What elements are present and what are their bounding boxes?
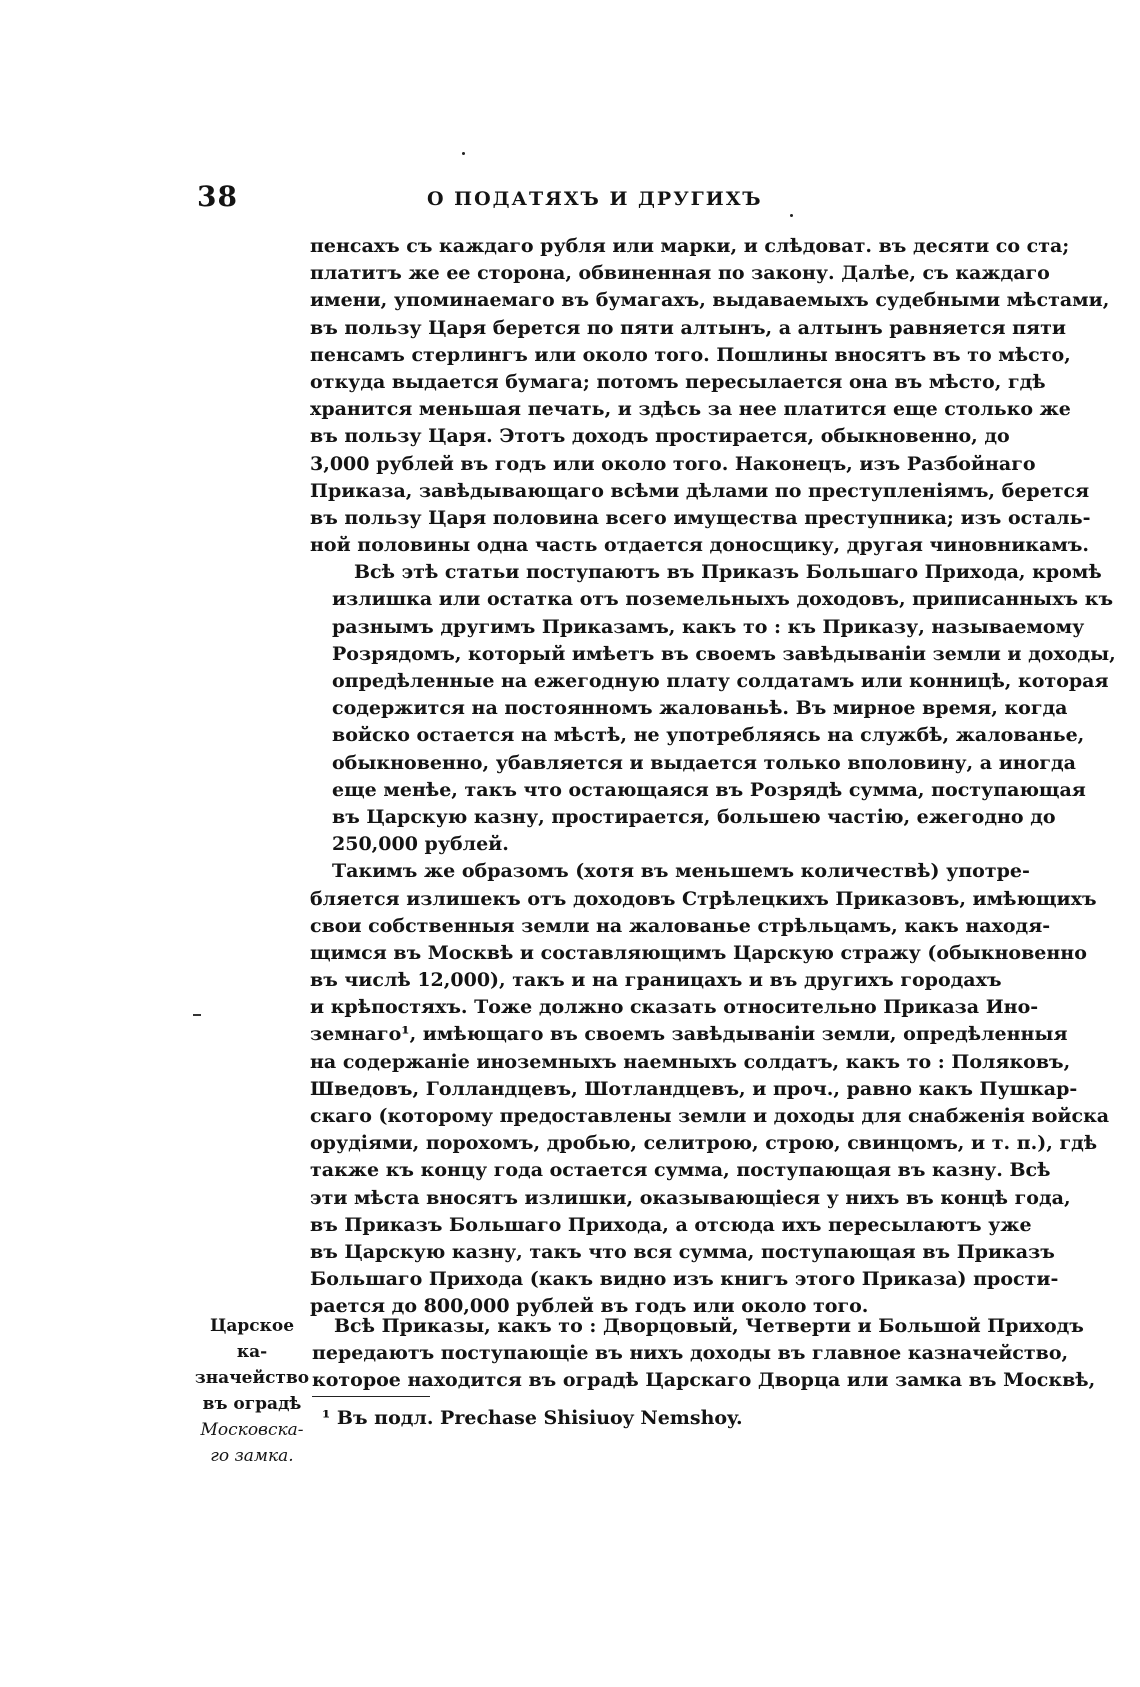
margin-note-line: Московска-	[200, 1420, 304, 1440]
text-line: Всѣ Приказы, какъ то : Дворцовый, Четверти и Большой Приходъ	[334, 1315, 1084, 1337]
text-line: ной половины одна часть отдается доносщику, другая чиновникамъ.	[310, 534, 1090, 557]
text-line: обыкновенно, убавляется и выдается только вполовину, а иногда	[332, 751, 1076, 774]
text-line: 3,000 рублей въ годъ или около того. Наконецъ, изъ Разбойнаго	[310, 452, 1036, 475]
text-line: эти мѣста вносятъ излишки, оказывающіеся у нихъ въ концѣ года,	[310, 1186, 1071, 1209]
text-line: хранится меньшая печать, и здѣсь за нее платится еще столько же	[310, 398, 1071, 421]
text-line: имени, упоминаемаго въ бумагахъ, выдаваемыхъ судебными мѣстами,	[310, 289, 1110, 312]
text-line: въ числѣ 12,000), такъ и на границахъ и въ другихъ городахъ	[310, 969, 1002, 992]
text-line: Шведовъ, Голландцевъ, Шотландцевъ, и проч., равно какъ Пушкар-	[310, 1077, 1078, 1100]
text-line: скаго (которому предоставлены земли и доходы для снабженія войска	[310, 1105, 1110, 1127]
text-line: Большаго Прихода (какъ видно изъ книгъ этого Приказа) прости-	[310, 1268, 1059, 1291]
margin-dash	[193, 1014, 201, 1016]
text-line: орудіями, порохомъ, дробью, селитрою, строю, свинцомъ, и т. п.), гдѣ	[310, 1132, 1098, 1155]
margin-note-line: значейство	[194, 1368, 310, 1388]
text-line: въ Царскую казну, такъ что вся сумма, поступающая въ Приказъ	[310, 1240, 1055, 1263]
footnote-rule	[312, 1396, 430, 1397]
footnote: ¹ Въ подл. Prechase Shisiuoy Nemshoy.	[322, 1407, 743, 1429]
text-line: въ пользу Царя. Этотъ доходъ простирается, обыкновенно, до	[310, 425, 1010, 448]
text-line: Всѣ этѣ статьи поступаютъ въ Приказъ Большаго Прихода, кромѣ	[354, 561, 1102, 584]
margin-note-line: въ оградѣ	[202, 1394, 302, 1414]
text-line: 250,000 рублей.	[332, 833, 509, 856]
text-line: щимся въ Москвѣ и составляющимъ Царскую стражу (обыкновенно	[310, 941, 1087, 964]
paragraph-1	[310, 233, 1110, 559]
text-line: на содержаніе иноземныхъ наемныхъ солдатъ, какъ то : Поляковъ,	[310, 1050, 1071, 1073]
text-line: въ Приказъ Большаго Прихода, а отсюда ихъ пересылаютъ уже	[310, 1213, 1032, 1236]
text-line: излишка или остатка отъ поземельныхъ доходовъ, приписанныхъ къ	[332, 588, 1114, 611]
text-line: передаютъ поступающіе въ нихъ доходы въ главное казначейство,	[312, 1342, 1069, 1365]
text-line: еще менѣе, такъ что остающаяся въ Розрядѣ сумма, поступающая	[332, 778, 1086, 801]
text-line: которое находится въ оградѣ Царскаго Дворца или замка въ Москвѣ,	[312, 1369, 1096, 1392]
margin-note-line: Царское ка-	[209, 1316, 295, 1362]
text-line: въ Царскую казну, простирается, большею частію, ежегодно до	[332, 805, 1056, 828]
text-line: Розрядомъ, который имѣетъ въ своемъ завѣдываніи земли и доходы,	[332, 642, 1116, 665]
text-line: Такимъ же образомъ (хотя въ меньшемъ количествѣ) употре-	[332, 860, 1030, 883]
text-line: содержится на постоянномъ жалованьѣ. Въ мирное время, когда	[332, 697, 1068, 720]
text-line: платитъ же ее сторона, обвиненная по закону. Далѣе, съ каждаго	[310, 262, 1050, 285]
text-line: рается до 800,000 рублей въ годъ или около того.	[310, 1295, 869, 1318]
text-line: также къ концу года остается сумма, поступающая въ казну. Всѣ	[310, 1159, 1051, 1182]
main-text	[310, 233, 1116, 1321]
text-line: Приказа, завѣдывающаго всѣми дѣлами по преступленіямъ, берется	[310, 479, 1090, 502]
text-line: и крѣпостяхъ. Тоже должно сказать относительно Приказа Ино-	[310, 996, 1039, 1019]
text-line: опредѣленные на ежегодную плату солдатамъ или конницѣ, которая	[332, 670, 1109, 692]
text-line: въ пользу Царя половина всего имущества преступника; изъ осталь-	[310, 506, 1091, 529]
page-header	[197, 180, 997, 220]
text-line: въ пользу Царя берется по пяти алтынъ, а алтынъ равняется пяти	[310, 316, 1066, 339]
paragraph-4	[312, 1313, 1096, 1395]
text-line: войско остается на мѣстѣ, не употребляясь на службѣ, жалованье,	[332, 724, 1085, 747]
text-line: пенсахъ съ каждаго рубля или марки, и слѣдоват. въ десяти со ста;	[310, 235, 1070, 257]
running-title: О ПОДАТЯХЪ И ДРУГИХЪ	[427, 188, 763, 210]
print-speck	[462, 152, 465, 155]
margin-note-line: го замка.	[210, 1446, 294, 1466]
page-number: 38	[197, 180, 238, 213]
text-line: пенсамъ стерлингъ или около того. Пошлины вносятъ въ то мѣсто,	[310, 343, 1071, 366]
paragraph-2	[310, 559, 1116, 858]
paragraph-3	[310, 858, 1110, 1320]
text-line: бляется излишекъ отъ доходовъ Стрѣлецкихъ Приказовъ, имѣющихъ	[310, 887, 1097, 910]
text-line: земнаго¹, имѣющаго въ своемъ завѣдываніи земли, опредѣленныя	[310, 1023, 1068, 1046]
margin-note	[193, 1313, 311, 1469]
print-speck	[790, 214, 793, 217]
text-line: свои собственныя земли на жалованье стрѣльцамъ, какъ находя-	[310, 914, 1051, 937]
text-line: откуда выдается бумага; потомъ пересылается она въ мѣсто, гдѣ	[310, 370, 1046, 393]
text-line: разнымъ другимъ Приказамъ, какъ то : къ Приказу, называемому	[332, 615, 1085, 638]
